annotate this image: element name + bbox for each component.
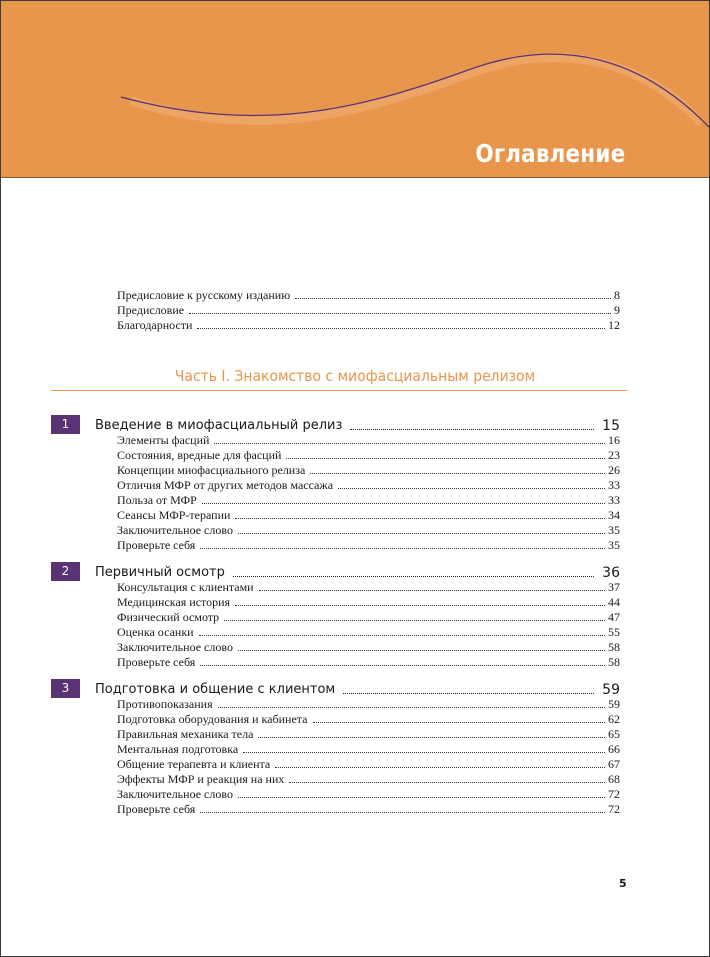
header-banner xyxy=(1,1,709,178)
toc-entry-label: Проверьте себя xyxy=(117,802,196,816)
chapter-title: Первичный осмотр xyxy=(95,565,225,580)
toc-entry xyxy=(117,756,620,771)
toc-entry-label: Заключительное слово xyxy=(117,640,233,654)
dot-leader xyxy=(313,722,606,723)
toc-entry-label: Проверьте себя xyxy=(117,538,196,552)
page-number: 5 xyxy=(619,877,627,890)
toc-entry xyxy=(117,507,620,522)
dot-leader xyxy=(233,576,594,577)
dot-leader xyxy=(275,767,605,768)
chapter-entry xyxy=(95,414,620,434)
toc-entry-label: Консультация с клиентами xyxy=(117,580,254,594)
toc-entry-page: 55 xyxy=(608,625,620,639)
toc-entry-label: Ментальная подготовка xyxy=(117,742,239,756)
chapter-entry xyxy=(95,561,620,581)
toc-entry-label: Сеансы МФР-терапии xyxy=(117,508,231,522)
chapter-entry xyxy=(95,678,620,698)
toc-entry-label: Медицинская история xyxy=(117,595,231,609)
toc-entry-label: Правильная механика тела xyxy=(117,727,254,741)
toc-entry-page: 12 xyxy=(608,318,620,332)
dot-leader xyxy=(343,693,594,694)
toc-entry-page: 66 xyxy=(608,742,620,756)
toc-entry-page: 59 xyxy=(608,697,620,711)
dot-leader xyxy=(214,443,605,444)
toc-entry xyxy=(117,522,620,537)
toc-entry-page: 8 xyxy=(614,288,620,302)
toc-entry xyxy=(117,771,620,786)
toc-entry-page: 26 xyxy=(608,463,620,477)
chapter-number-badge: 3 xyxy=(51,679,80,698)
chapter-page: 36 xyxy=(602,565,620,581)
toc-entry xyxy=(117,726,620,741)
toc-entry xyxy=(117,462,620,477)
dot-leader xyxy=(286,458,605,459)
toc-entry-page: 44 xyxy=(608,595,620,609)
toc-entry-label: Физический осмотр xyxy=(117,610,220,624)
part-divider xyxy=(51,390,627,391)
dot-leader xyxy=(338,488,605,489)
toc-entry-label: Концепции миофасциального релиза xyxy=(117,463,306,477)
dot-leader xyxy=(310,473,605,474)
toc-entry xyxy=(117,594,620,609)
toc-entry xyxy=(117,492,620,507)
toc-entry-page: 33 xyxy=(608,478,620,492)
toc-entry xyxy=(117,741,620,756)
toc-entry-page: 67 xyxy=(608,757,620,771)
toc-entry xyxy=(117,447,620,462)
chapter-number-badge: 2 xyxy=(51,562,80,581)
toc-entry xyxy=(117,801,620,816)
part-title: Часть I. Знакомство с миофасциальным релизом xyxy=(174,367,536,385)
dot-leader xyxy=(238,650,605,651)
dot-leader xyxy=(202,503,605,504)
toc-entry-page: 23 xyxy=(608,448,620,462)
toc-entry-page: 33 xyxy=(608,493,620,507)
toc-entry-label: Элементы фасций xyxy=(117,433,210,447)
chapter-title: Введение в миофасциальный релиз xyxy=(95,418,343,433)
page-title: Оглавление xyxy=(475,139,625,168)
dot-leader xyxy=(235,518,605,519)
toc-entry-page: 72 xyxy=(608,787,620,801)
toc-entry-page: 34 xyxy=(608,508,620,522)
dot-leader xyxy=(259,590,605,591)
toc-entry-label: Проверьте себя xyxy=(117,655,196,669)
toc-entry-page: 9 xyxy=(614,303,620,317)
toc-entry xyxy=(117,654,620,669)
toc-entry-page: 35 xyxy=(608,538,620,552)
toc-entry-page: 58 xyxy=(608,640,620,654)
toc-entry xyxy=(117,609,620,624)
toc-entry xyxy=(117,287,620,302)
toc-entry-page: 16 xyxy=(608,433,620,447)
toc-entry-label: Состояния, вредные для фасций xyxy=(117,448,282,462)
toc-entry-label: Предисловие xyxy=(117,303,185,317)
dot-leader xyxy=(224,620,605,621)
toc-entry-page: 65 xyxy=(608,727,620,741)
toc-entry-label: Противопоказания xyxy=(117,697,213,711)
dot-leader xyxy=(350,429,594,430)
toc-entry-page: 37 xyxy=(608,580,620,594)
toc-entry-page: 35 xyxy=(608,523,620,537)
toc-entry-label: Благодарности xyxy=(117,318,193,332)
dot-leader xyxy=(235,605,605,606)
chapter-page: 15 xyxy=(602,418,620,434)
toc-entry-label: Предисловие к русскому изданию xyxy=(117,288,291,302)
dot-leader xyxy=(295,298,611,299)
dot-leader xyxy=(243,752,605,753)
toc-entry xyxy=(117,302,620,317)
toc-entry-label: Подготовка оборудования и кабинета xyxy=(117,712,308,726)
chapter-title: Подготовка и общение с клиентом xyxy=(95,682,336,697)
dot-leader xyxy=(200,812,605,813)
toc-entry xyxy=(117,711,620,726)
dot-leader xyxy=(218,707,605,708)
toc-entry-page: 47 xyxy=(608,610,620,624)
dot-leader xyxy=(289,782,605,783)
toc-entry xyxy=(117,624,620,639)
chapter-number-badge: 1 xyxy=(51,415,80,434)
dot-leader xyxy=(200,665,605,666)
dot-leader xyxy=(200,548,605,549)
toc-entry xyxy=(117,786,620,801)
toc-entry-label: Оценка осанки xyxy=(117,625,194,639)
toc-entry-label: Отличия МФР от других методов массажа xyxy=(117,478,334,492)
chapter-page: 59 xyxy=(602,682,620,698)
toc-entry xyxy=(117,317,620,332)
toc-entry-label: Польза от МФР xyxy=(117,493,197,507)
toc-entry-label: Эффекты МФР и реакция на них xyxy=(117,772,285,786)
toc-entry-label: Заключительное слово xyxy=(117,523,233,537)
toc-entry-label: Общение терапевта и клиента xyxy=(117,757,271,771)
toc-entry xyxy=(117,639,620,654)
dot-leader xyxy=(238,797,605,798)
dot-leader xyxy=(197,328,605,329)
toc-entry xyxy=(117,432,620,447)
dot-leader xyxy=(189,313,611,314)
toc-entry-page: 68 xyxy=(608,772,620,786)
toc-entry xyxy=(117,537,620,552)
dot-leader xyxy=(238,533,605,534)
toc-entry xyxy=(117,579,620,594)
toc-entry-page: 58 xyxy=(608,655,620,669)
dot-leader xyxy=(199,635,605,636)
toc-entry xyxy=(117,696,620,711)
toc-entry-page: 62 xyxy=(608,712,620,726)
toc-entry xyxy=(117,477,620,492)
toc-entry-label: Заключительное слово xyxy=(117,787,233,801)
toc-entry-page: 72 xyxy=(608,802,620,816)
dot-leader xyxy=(258,737,605,738)
